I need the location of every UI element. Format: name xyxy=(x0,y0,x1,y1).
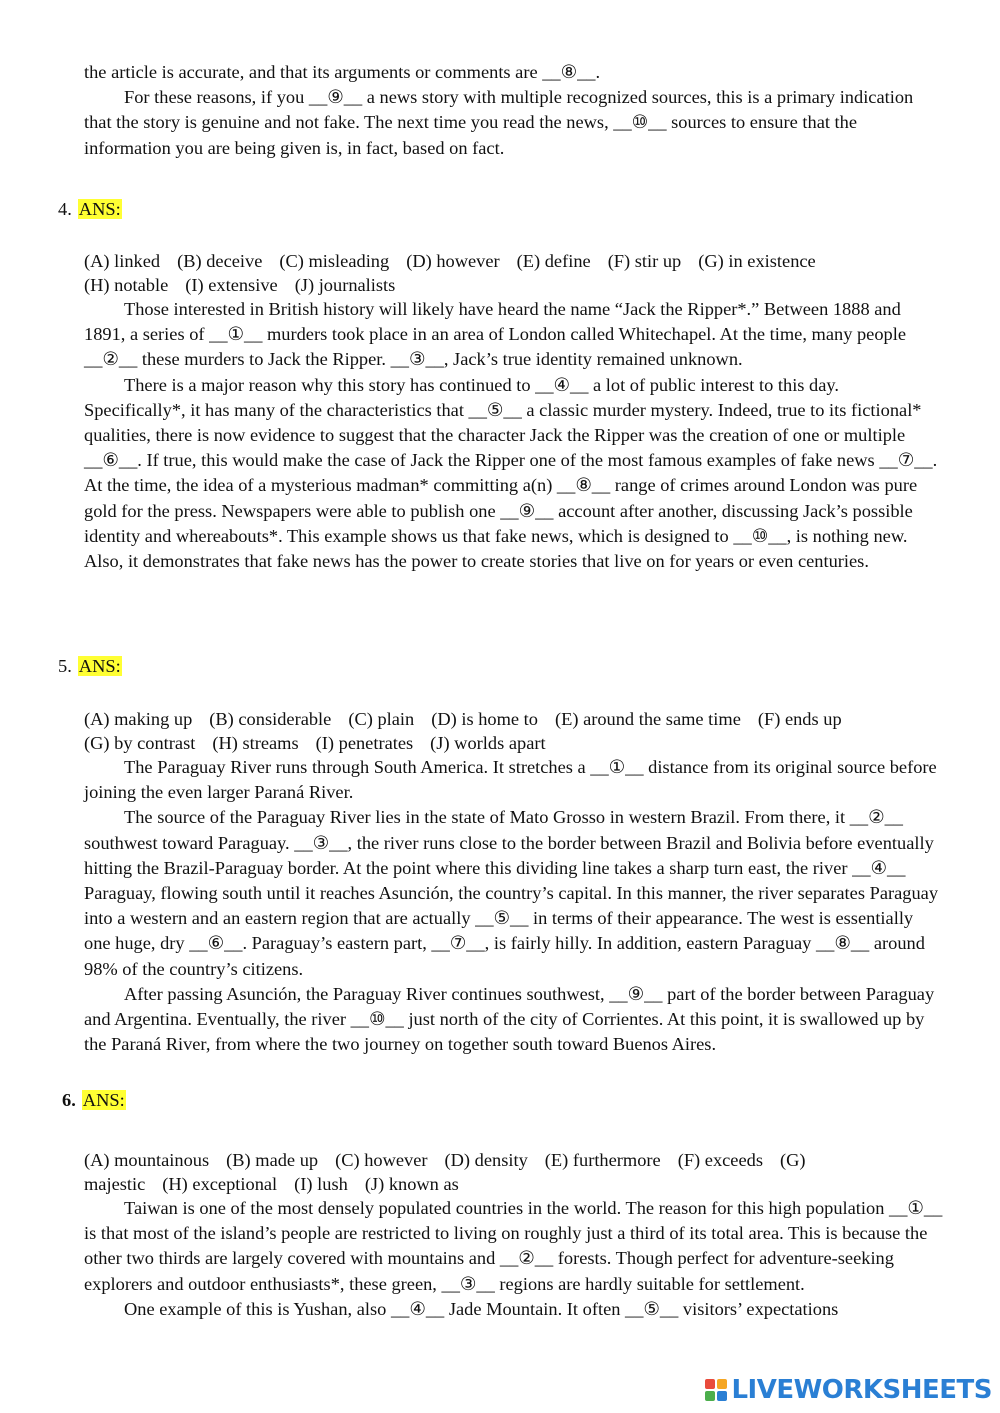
word-bank-line-1 xyxy=(84,1148,944,1172)
word-option: (G) xyxy=(779,1150,806,1170)
word-bank-line-2 xyxy=(84,273,944,297)
question-6-body xyxy=(84,1148,944,1322)
word-option: (I) lush xyxy=(294,1174,348,1194)
logo-square xyxy=(705,1379,715,1389)
word-option: majestic xyxy=(84,1174,146,1194)
answer-field[interactable]: ANS: xyxy=(82,1090,125,1110)
word-option: (I) extensive xyxy=(185,275,278,295)
question-5-header xyxy=(58,653,122,679)
word-option: (D) density xyxy=(444,1150,528,1170)
word-option: (F) exceeds xyxy=(677,1150,763,1170)
passage-paragraph: There is a major reason why this story has continued to __④__ a lot of public interest to this day. Specifically*, it has many of the characteristics that __⑤__ a classic murder mystery. Indeed, true to its fictional* qualities, there is now evidence to suggest that the character Jack the Ripper was the creation of one or multiple __⑥__. If true, this would make the case of Jack the Ripper one of the most famous examples of fake news __⑦__. At the time, the idea of a mysterious madman* committing a(n) __⑧__ range of crimes around London was pure gold for the press. Newspapers were able to publish one __⑨__ account after another, discussing Jack’s possible identity and whereabouts*. This example shows us that fake news, which is designed to __⑩__, is nothing new. Also, it demonstrates that fake news has the power to create stories that live on for years or even centuries. xyxy=(84,374,938,572)
logo-square xyxy=(717,1391,727,1401)
word-option: (C) misleading xyxy=(279,251,390,271)
word-bank-line-2 xyxy=(84,1172,944,1196)
word-option: (J) worlds apart xyxy=(430,733,546,753)
word-option: (I) penetrates xyxy=(315,733,414,753)
word-option: (B) made up xyxy=(226,1150,319,1170)
answer-field[interactable]: ANS: xyxy=(78,656,121,676)
word-option: (G) by contrast xyxy=(84,733,196,753)
word-option: (C) however xyxy=(335,1150,428,1170)
word-option: (H) exceptional xyxy=(162,1174,278,1194)
word-option: (A) linked xyxy=(84,251,161,271)
question-6-header xyxy=(62,1087,126,1113)
passage-3-ending xyxy=(84,60,944,161)
word-option: (C) plain xyxy=(348,709,415,729)
question-number: 4. xyxy=(58,199,72,219)
word-bank-line-1 xyxy=(84,707,944,731)
answer-field[interactable]: ANS: xyxy=(78,199,121,219)
passage-paragraph: After passing Asunción, the Paraguay River continues southwest, __⑨__ part of the border between Paraguay and Argentina. Eventually, the river __⑩__ just north of the city of Corrientes. At this point, it is swallowed up by the Paraná River, from where the two journey on together south toward Buenos Aires. xyxy=(84,983,935,1055)
word-option: (E) furthermore xyxy=(544,1150,661,1170)
word-option: (F) ends up xyxy=(757,709,842,729)
word-option: (A) making up xyxy=(84,709,193,729)
word-option: (J) journalists xyxy=(294,275,396,295)
word-option: (B) deceive xyxy=(177,251,263,271)
passage-paragraph: Those interested in British history will likely have heard the name “Jack the Ripper*.” Between 1888 and 1891, a series of __①__ murders took place in an area of London called Whitechapel. At the time, many people __②__ these murders to Jack the Ripper. __③__, Jack’s true identity remained unknown. xyxy=(84,299,907,370)
liveworksheets-logo-icon xyxy=(705,1379,727,1401)
question-4-body xyxy=(84,249,944,574)
logo-square xyxy=(717,1379,727,1389)
word-option: (D) however xyxy=(406,251,500,271)
passage-paragraph: Taiwan is one of the most densely populated countries in the world. The reason for this high population __①__ is that most of the island’s people are restricted to living on roughly just a third of its total area. This is because the other two thirds are largely covered with mountains and __②__ forests. Though perfect for adventure-seeking explorers and outdoor enthusiasts*, these green, __③__ regions are hardly suitable for settlement. xyxy=(84,1198,943,1294)
liveworksheets-logo xyxy=(705,1375,992,1405)
logo-square xyxy=(705,1391,715,1401)
question-number: 5. xyxy=(58,656,72,676)
word-option: (G) in existence xyxy=(698,251,816,271)
word-option: (A) mountainous xyxy=(84,1150,210,1170)
word-option: (B) considerable xyxy=(209,709,332,729)
word-bank-line-1 xyxy=(84,249,944,273)
passage-paragraph: The source of the Paraguay River lies in the state of Mato Grosso in western Brazil. From there, it __②__ southwest toward Paraguay. __③__, the river runs close to the border between Brazil and Bolivia before eventually hitting the Brazil-Paraguay border. At the point where this dividing line takes a sharp turn east, the river __④__ Paraguay, flowing south until it reaches Asunción, the country’s capital. In this manner, the river separates Paraguay into a western and an eastern region that are actually __⑤__ in terms of their appearance. The west is essentially one huge, dry __⑥__. Paraguay’s eastern part, __⑦__, is fairly hilly. In addition, eastern Paraguay __⑧__ around 98% of the country’s citizens. xyxy=(84,807,939,979)
passage-paragraph: The Paraguay River runs through South America. It stretches a __①__ distance from its original source before joining the even larger Paraná River. xyxy=(84,757,937,803)
word-option: (J) known as xyxy=(364,1174,459,1194)
question-5-body xyxy=(84,707,944,1057)
passage-line: the article is accurate, and that its arguments or comments are __⑧__. xyxy=(84,62,601,82)
word-option: (D) is home to xyxy=(431,709,538,729)
word-option: (F) stir up xyxy=(607,251,682,271)
word-bank-line-2 xyxy=(84,731,944,755)
word-option: (E) define xyxy=(516,251,591,271)
liveworksheets-logo-text: LIVEWORKSHEETS xyxy=(731,1375,992,1405)
word-option: (H) notable xyxy=(84,275,169,295)
passage-paragraph: One example of this is Yushan, also __④__ Jade Mountain. It often __⑤__ visitors’ expectations xyxy=(124,1298,839,1319)
question-4-header xyxy=(58,196,122,222)
word-option: (E) around the same time xyxy=(554,709,741,729)
question-number: 6. xyxy=(62,1090,76,1110)
word-option: (H) streams xyxy=(212,733,299,753)
passage-paragraph: For these reasons, if you __⑨__ a news story with multiple recognized sources, this is a primary indication that the story is genuine and not fake. The next time you read the news, __⑩__ sources to ensure that the information you are being given is, in fact, based on fact. xyxy=(84,87,914,158)
